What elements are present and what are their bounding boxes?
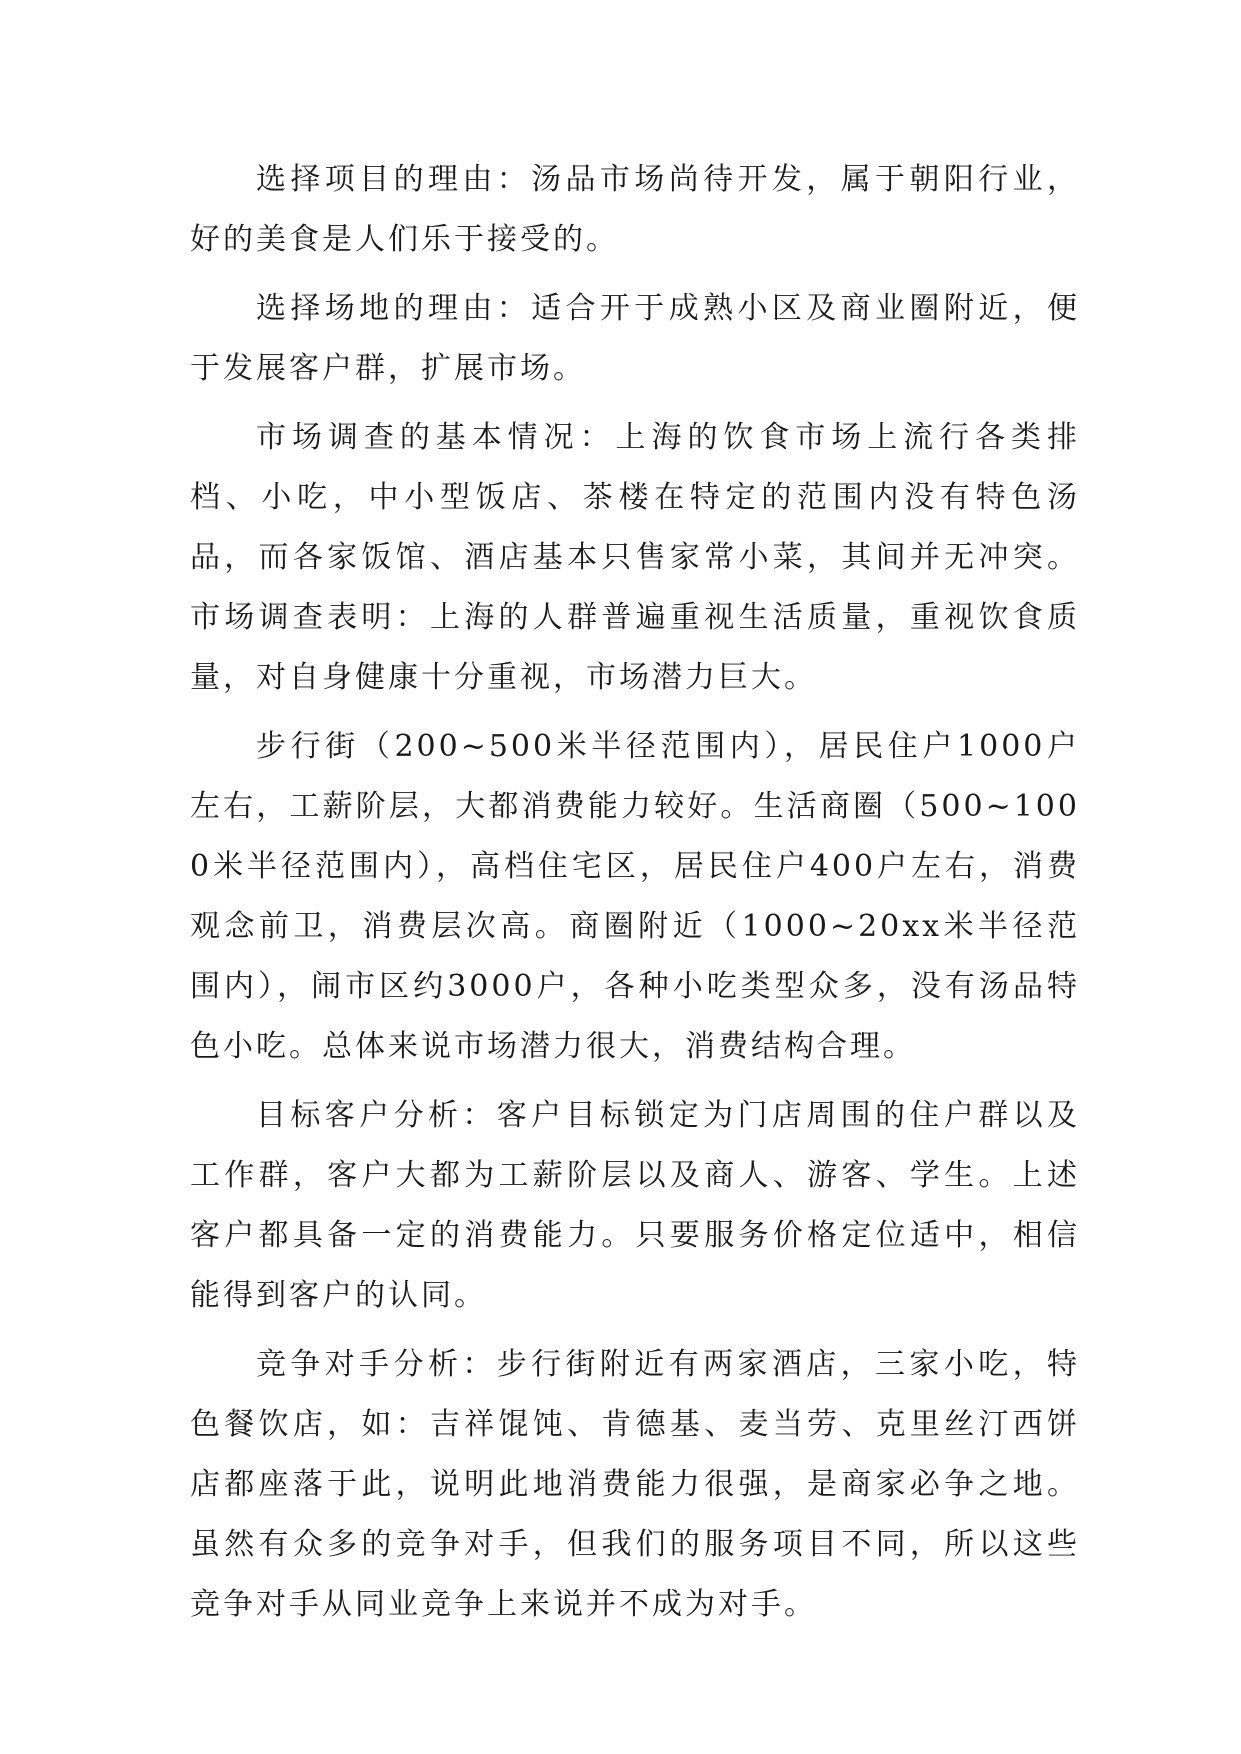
paragraph-market-survey: 市场调查的基本情况：上海的饮食市场上流行各类排档、小吃，中小型饭店、茶楼在特定的范围内没有特色汤品，而各家饭馆、酒店基本只售家常小菜，其间并无冲突。市场调查表明：上海的人群普遍重视生活质量，重视饮食质量，对自身健康十分重视，市场潜力巨大。: [190, 420, 1080, 695]
document-body: [190, 150, 1080, 1644]
paragraph-area-analysis: 步行街（200~500米半径范围内），居民住户1000户左右，工薪阶层，大都消费能力较好。生活商圈（500~1000米半径范围内），高档住宅区，居民住户400户左右，消费观念前卫，消费层次高。商圈附近（1000~20xx米半径范围内），闹市区约3000户，各种小吃类型众多，没有汤品特色小吃。总体来说市场潜力很大，消费结构合理。: [190, 729, 1080, 1064]
paragraph-project-reason: 选择项目的理由：汤品市场尚待开发，属于朝阳行业，好的美食是人们乐于接受的。: [190, 162, 1080, 257]
paragraph-site-reason: 选择场地的理由：适合开于成熟小区及商业圈附近，便于发展客户群，扩展市场。: [190, 291, 1080, 386]
paragraph-target-customers: 目标客户分析：客户目标锁定为门店周围的住户群以及工作群，客户大都为工薪阶层以及商人、游客、学生。上述客户都具备一定的消费能力。只要服务价格定位适中，相信能得到客户的认同。: [190, 1098, 1080, 1313]
paragraph-competitor-analysis: 竞争对手分析：步行街附近有两家酒店，三家小吃，特色餐饮店，如：吉祥馄饨、肯德基、麦当劳、克里丝汀西饼店都座落于此，说明此地消费能力很强，是商家必争之地。虽然有众多的竞争对手，但我们的服务项目不同，所以这些竞争对手从同业竞争上来说并不成为对手。: [190, 1347, 1080, 1622]
